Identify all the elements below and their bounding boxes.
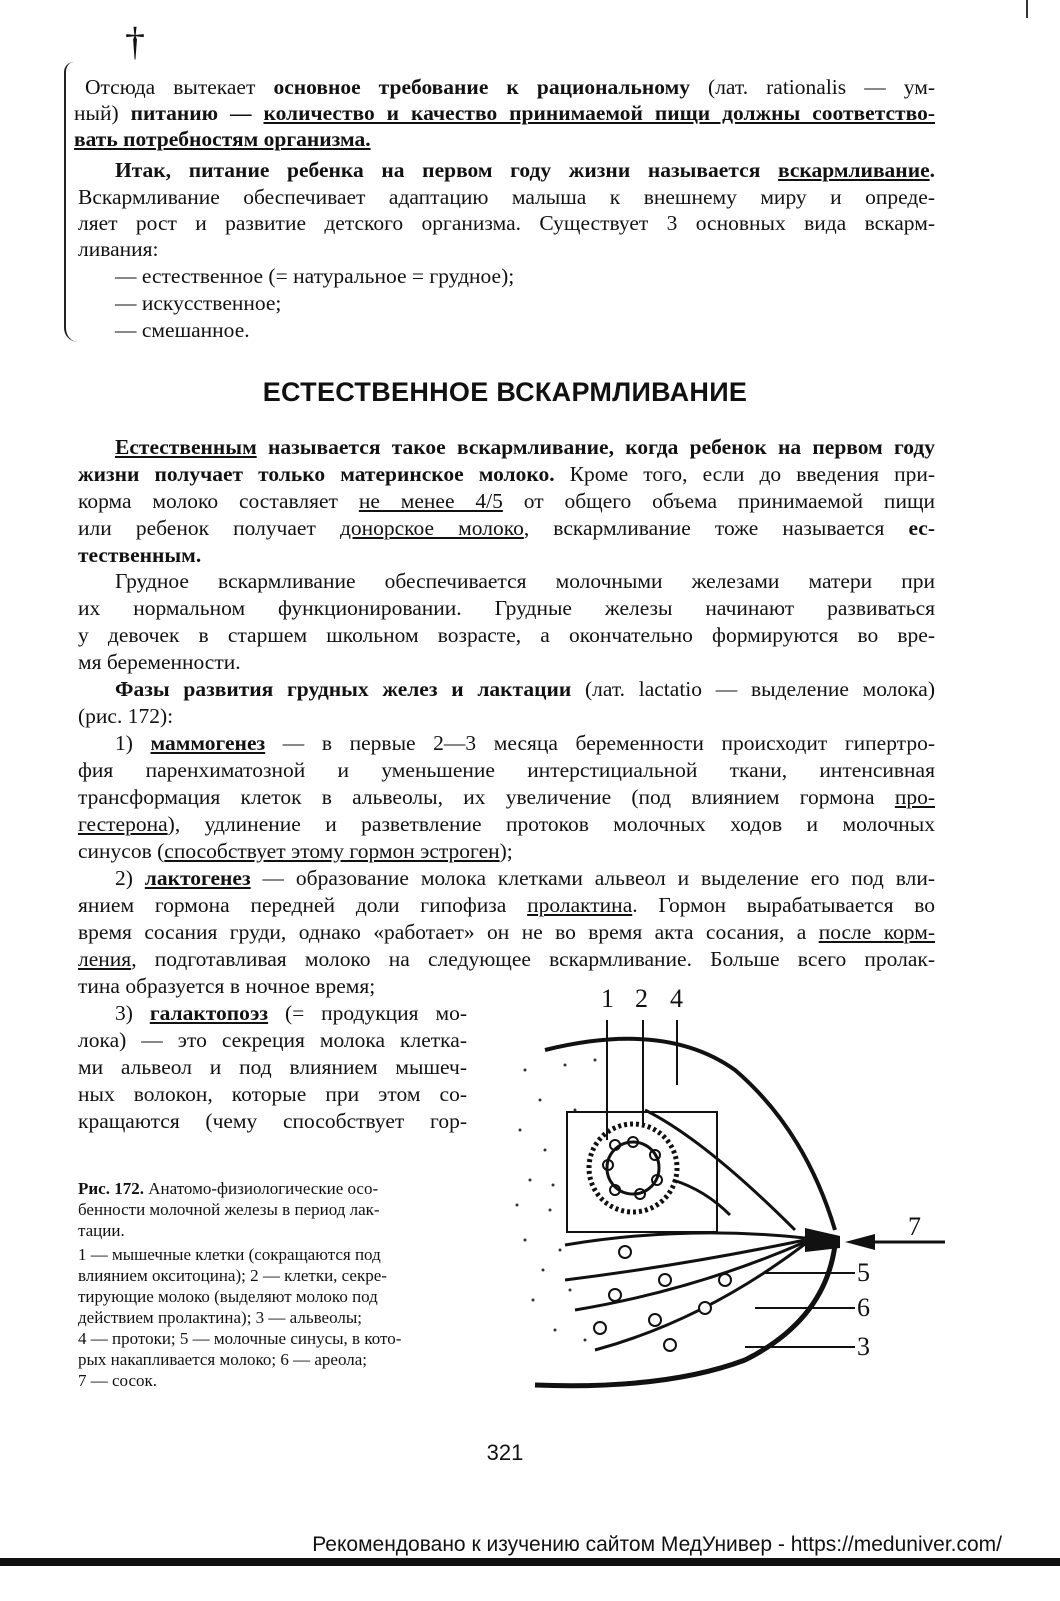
phase2-line-2: янием гормона передней доли гипофиза пролактина. Гормон вырабатывается во (78, 893, 936, 917)
p3-line-1: Фазы развития грудных желез и лактации (лат. lactatio — выделение молока) (115, 677, 935, 701)
figure-label-2: 2 (635, 984, 648, 1013)
figure-label-1: 1 (601, 984, 614, 1013)
figure-label-5: 5 (857, 1258, 870, 1287)
caption-line-4: 1 — мышечные клетки (сокращаются под (78, 1245, 381, 1264)
caption-line-10: 7 — сосок. (78, 1371, 158, 1390)
p2-line-4: мя беременности. (78, 650, 241, 674)
feeding-type-2: — искусственное; (115, 291, 282, 315)
p1-line-3: корма молоко составляет не менее 4/5 от общего объема принимаемой пищи (78, 489, 936, 513)
mammary-gland-figure (505, 984, 945, 1400)
figure-label-7: 7 (908, 1212, 921, 1241)
phase2-line-3: время сосания груди, однако «работает» он не во время акта сосания, а после корм- (78, 920, 935, 944)
figure-label-4: 4 (670, 984, 683, 1013)
caption-line-2: бенности молочной железы в период лак- (78, 1200, 380, 1219)
phase3-line-1: 3) галактопоэз (= продукция мо- (115, 1001, 467, 1025)
dagger-mark: † (125, 19, 145, 64)
p2-line-2: их нормальном функционировании. Грудные железы начинают развиваться (78, 596, 935, 620)
p1-line-2: жизни получает только материнское молоко. Кроме того, если до введения при- (78, 462, 936, 486)
phase1-line-4: гестерона), удлинение и разветвление протоков молочных ходов и молочных (78, 812, 935, 836)
p1-line-4: или ребенок получает донорское молоко, вскармливание тоже называется ес- (78, 516, 935, 540)
caption-line-7: действием пролактина); 3 — альвеолы; (78, 1308, 362, 1327)
caption-line-5: влиянием окситоцина); 2 — клетки, секре- (78, 1266, 387, 1285)
intro-line-1: Отсюда вытекает основное требование к рациональному (лат. rationalis — ум- (85, 75, 935, 99)
dotted-tissue (516, 1059, 597, 1342)
figure-label-3: 3 (857, 1332, 870, 1361)
caption-line-6: тирующие молоко (выделяют молоко под (78, 1287, 378, 1306)
phase3-line-3: ми альвеол и под влиянием мышеч- (78, 1055, 467, 1079)
caption-line-3: тации. (78, 1221, 125, 1240)
phase1-line-3: трансформация клеток в альвеолы, их увеличение (под влиянием гормона про- (78, 785, 935, 809)
intro-line-4: Итак, питание ребенка на первом году жизни называется вскармливание. (115, 158, 935, 182)
intro-line-2: ный) питанию — количество и качество принимаемой пищи должны соответство- (74, 101, 935, 125)
intro-line-5: Вскармливание обеспечивает адаптацию малыша к внешнему миру и опреде- (78, 185, 935, 209)
footer-bar (0, 1558, 1060, 1566)
phase3-line-2: лока) — это секреция молока клетка- (78, 1028, 467, 1052)
figure-label-6: 6 (857, 1293, 870, 1322)
intro-line-7: ливания: (78, 237, 159, 261)
p1-line-1: Естественным называется такое вскармливание, когда ребенок на первом году (115, 435, 935, 459)
intro-line-6: ляет рост и развитие детского организма. Существует 3 основных вида вскарм- (78, 211, 935, 235)
p2-line-1: Грудное вскармливание обеспечивается молочными железами матери при (115, 569, 935, 593)
section-heading: ЕСТЕСТВЕННОЕ ВСКАРМЛИВАНИЕ (262, 377, 748, 407)
phase1-line-1: 1) маммогенез — в первые 2—3 месяца беременности происходит гипертро- (115, 731, 935, 755)
phase1-line-5: синусов (способствует этому гормон эстроген); (78, 839, 513, 863)
p1-line-5: тественным. (78, 543, 202, 567)
p3-line-2: (рис. 172): (78, 704, 174, 728)
phase2-line-1: 2) лактогенез — образование молока клетками альвеол и выделение его под вли- (115, 866, 935, 890)
intro-line-3: вать потребностям организма. (74, 127, 371, 151)
footer-link-text[interactable]: Рекомендовано к изучению сайтом МедУнивер - https://meduniver.com/ (312, 1533, 1002, 1556)
phase1-line-2: фия паренхиматозной и уменьшение интерстициальной ткани, интенсивная (78, 758, 935, 782)
phase3-line-4: ных волокон, которые при этом со- (78, 1082, 467, 1106)
feeding-type-1: — естественное (= натуральное = грудное); (115, 264, 515, 288)
p2-line-3: у девочек в старшем школьном возрасте, а окончательно формируются во вре- (78, 623, 935, 647)
scan-mark (1026, 0, 1028, 18)
feeding-type-3: — смешанное. (115, 318, 250, 342)
phase2-line-4: ления, подготавливая молоко на следующее вскармливание. Больше всего пролак- (78, 947, 935, 971)
figure-drawing (505, 990, 945, 1400)
caption-line-8: 4 — протоки; 5 — молочные синусы, в кото- (78, 1329, 402, 1348)
caption-line-1: Рис. 172. Анатомо-физиологические осо- (78, 1179, 379, 1198)
phase2-line-5: тина образуется в ночное время; (78, 974, 376, 998)
page-number: 321 (486, 1440, 524, 1465)
caption-line-9: рых накапливается молоко; 6 — ареола; (78, 1350, 367, 1369)
phase3-line-5: кращаются (чему способствует гор- (78, 1109, 467, 1133)
